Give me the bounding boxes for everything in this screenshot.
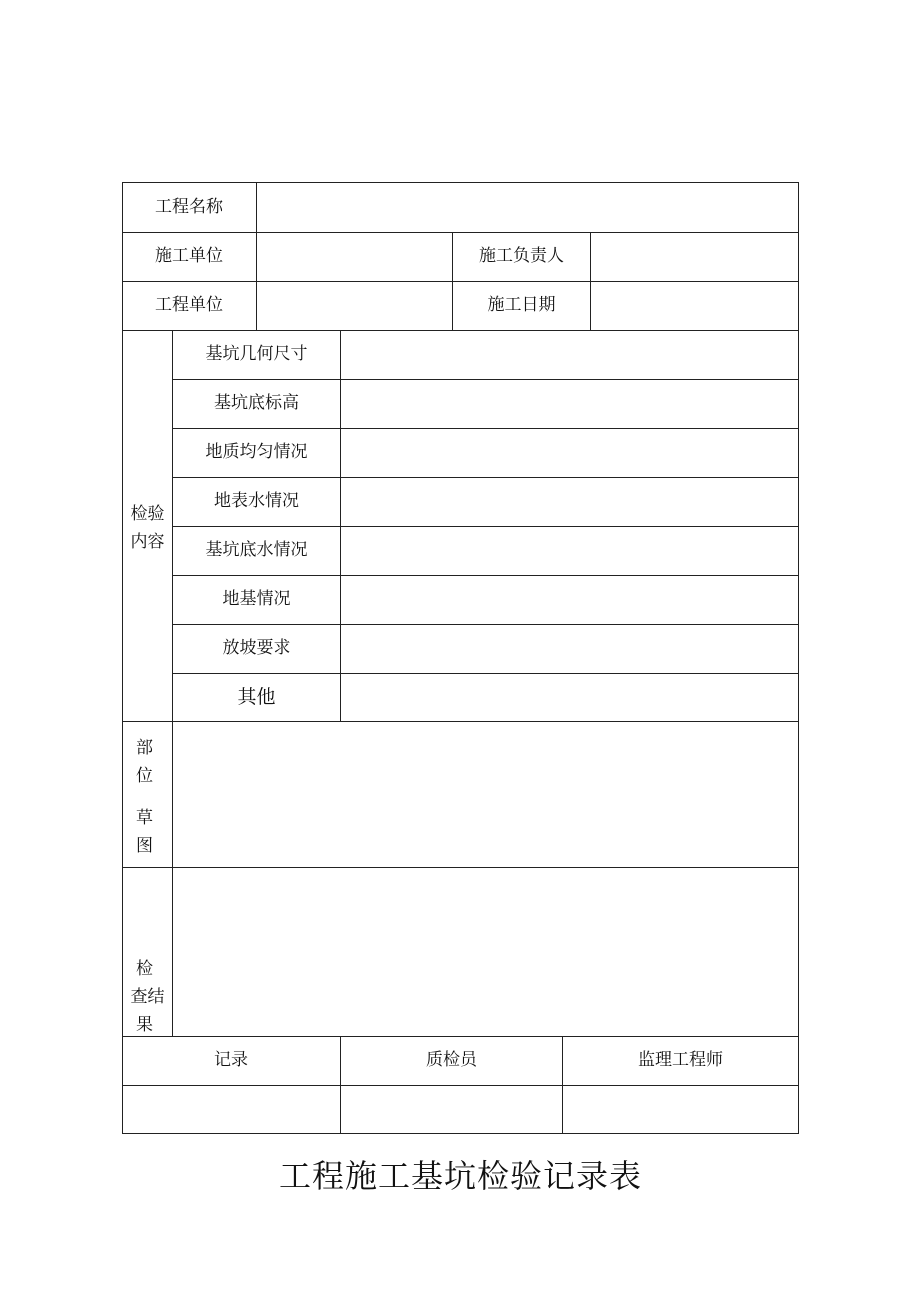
engineering-unit-field[interactable] [257,281,452,330]
inspection-section-label-line2: 内容 [130,532,165,552]
result-label-line3: 果 [136,1015,153,1035]
result-field[interactable] [173,868,798,1036]
result-label-line1: 检 [136,959,153,979]
document-title: 工程施工基坑检验记录表 [278,1157,642,1195]
construction-date-label: 施工日期 [487,295,556,315]
sketch-field[interactable] [173,722,798,867]
inspector-signature-field[interactable] [341,1085,562,1133]
supervisor-signature-field[interactable] [563,1085,798,1133]
inspection-item-field[interactable] [341,673,798,721]
border-right [798,182,799,1134]
engineering-unit-label: 工程单位 [155,295,223,315]
inspection-section-label [123,500,172,556]
sketch-label-char: 草 [136,808,153,828]
inspection-item-field[interactable] [341,526,798,575]
recorder-signature-field[interactable] [122,1085,340,1133]
inspection-item-label: 地质均匀情况 [205,442,308,462]
recorder-label: 记录 [214,1050,248,1070]
inspection-item-label: 放坡要求 [222,638,291,658]
result-label-line2: 查结 [130,987,165,1007]
project-name-label: 工程名称 [155,196,223,217]
inspector-label: 质检员 [426,1050,477,1070]
construction-unit-field[interactable] [257,232,452,281]
construction-date-field[interactable] [591,281,798,330]
construction-lead-field[interactable] [591,232,798,281]
sketch-label-char: 位 [136,766,153,786]
inspection-section-label-line1: 检验 [130,504,165,524]
result-label [123,955,172,1039]
inspection-item-label: 基坑底标高 [214,393,299,413]
inspection-item-field[interactable] [341,575,798,624]
inspection-item-label: 其他 [237,685,276,708]
inspection-item-label: 基坑几何尺寸 [205,344,308,364]
inspection-item-label: 地基情况 [222,589,291,609]
inspection-item-field[interactable] [341,379,798,428]
construction-unit-label: 施工单位 [155,246,223,266]
inspection-item-field[interactable] [341,477,798,526]
inspection-item-label: 地表水情况 [214,491,299,511]
inspection-item-field[interactable] [341,330,798,379]
inspection-item-label: 基坑底水情况 [205,540,308,560]
sketch-label-char: 部 [136,738,153,758]
sketch-label [123,734,166,860]
sketch-label-char: 图 [136,836,153,856]
project-name-field[interactable] [257,182,798,232]
supervisor-label: 监理工程师 [638,1050,723,1070]
inspection-item-field[interactable] [341,428,798,477]
inspection-item-field[interactable] [341,624,798,673]
border-bottom [122,1133,799,1134]
construction-lead-label: 施工负责人 [479,246,564,266]
